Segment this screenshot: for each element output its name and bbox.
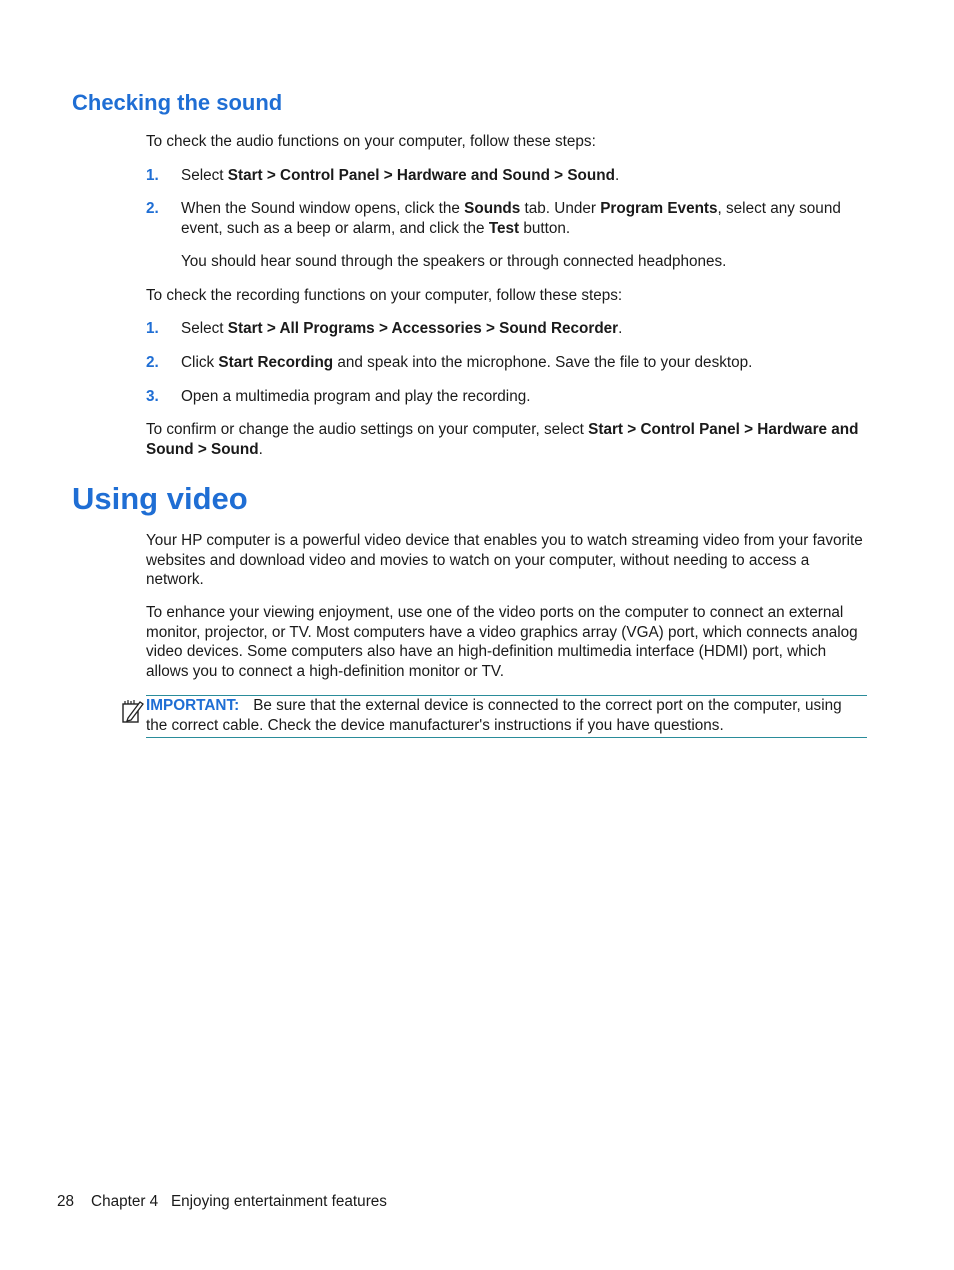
step-number: 2.	[146, 200, 159, 217]
step-text: When the Sound window opens, click the Sounds tab. Under Program Events, select any sound event, such as a beep or alarm, and click the Test button.	[181, 200, 841, 237]
sounds-tab-label: Sounds	[464, 200, 521, 217]
recording-intro: To check the recording functions on your computer, follow these steps:	[146, 287, 623, 304]
step-number: 2.	[146, 354, 159, 371]
menu-path: Start > Control Panel > Hardware and Sound > Sound	[146, 421, 859, 458]
step-number: 3.	[146, 388, 159, 405]
audio-result: You should hear sound through the speakers or through connected headphones.	[181, 253, 727, 270]
step-text: Click Start Recording and speak into the microphone. Save the file to your desktop.	[181, 354, 753, 371]
chapter-title: Enjoying entertainment features	[170, 1193, 387, 1210]
test-button-label: Test	[488, 219, 520, 237]
important-note-icon	[120, 698, 144, 724]
menu-path: Start > Control Panel > Hardware and Sound > Sound	[227, 167, 615, 184]
program-events-label: Program Events	[600, 200, 718, 217]
chapter-number: Chapter 4	[91, 1193, 159, 1210]
menu-path: Start > All Programs > Accessories > Sound Recorder	[227, 320, 619, 337]
start-recording-label: Start Recording	[218, 354, 334, 371]
step-text: Select Start > All Programs > Accessories > Sound Recorder.	[181, 320, 623, 337]
step-number: 1.	[146, 320, 159, 337]
section-heading: Checking the sound	[72, 90, 283, 115]
video-paragraph-1: Your HP computer is a powerful video device that enables you to watch streaming video from your favorite websites and download video and movies to watch on your computer, without needing to access a network.	[146, 532, 863, 589]
notice-label: IMPORTANT:	[146, 697, 240, 714]
video-paragraph-2: To enhance your viewing enjoyment, use one of the video ports on the computer to connect an external monitor, projector, or TV. Most computers have a video graphics array (VGA) port, which connects analog video devices. Some computers also have an high-definition multimedia interface (HDMI) port, which allows you to connect a high-definition monitor or TV.	[146, 604, 858, 680]
confirm-settings-paragraph: To confirm or change the audio settings on your computer, select Start > Control Panel > Hardware and Sound > Sound.	[146, 421, 859, 458]
video-heading: Using video	[72, 481, 248, 516]
audio-intro: To check the audio functions on your computer, follow these steps:	[146, 133, 596, 150]
notice-text: Be sure that the external device is connected to the correct port on the computer, using the correct cable. Check the device manufacturer's instructions if you have questions.	[146, 697, 842, 734]
page-number: 28	[57, 1193, 75, 1210]
step-text: Select Start > Control Panel > Hardware and Sound > Sound.	[181, 167, 620, 184]
important-notice	[146, 695, 867, 738]
step-text: Open a multimedia program and play the recording.	[181, 388, 531, 405]
page-footer	[57, 1192, 387, 1211]
step-number: 1.	[146, 167, 159, 184]
